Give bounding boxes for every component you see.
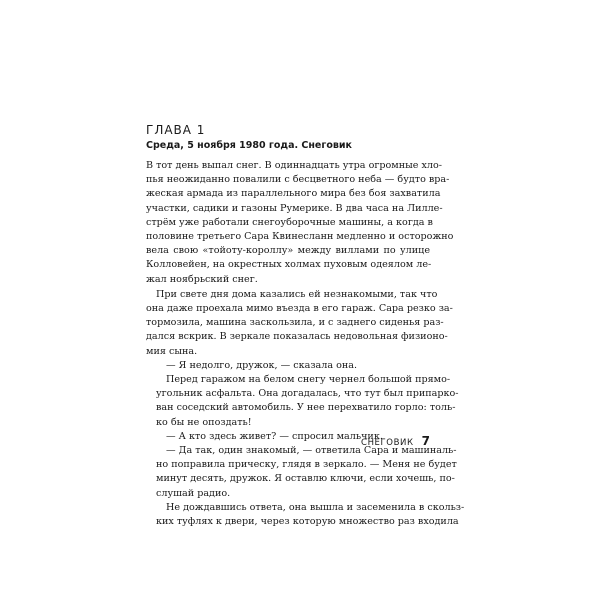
running-title: СНЕГОВИК: [361, 438, 414, 448]
text-line: стрём уже работали снегоуборочные машины, а когда в: [146, 216, 433, 228]
body-text: [146, 159, 465, 529]
paragraph: [146, 373, 459, 430]
text-line: В тот день выпал снег. В одиннадцать утра огромные хло-: [146, 160, 443, 171]
text-line: Колловейен, на окрестных холмах пуховым одеялом ле-: [146, 259, 432, 271]
text-line: слушай радио.: [156, 487, 231, 499]
text-block: [146, 123, 465, 529]
text-line: жеская армада из параллельного мира без боя захватила: [146, 188, 441, 200]
paragraph: [146, 159, 454, 287]
paragraph: [146, 501, 465, 529]
text-line: но поправила прическу, глядя в зеркало. — Меня не будет: [156, 459, 457, 471]
text-line: пья неожиданно повалили с бесцветного неба — будто вра-: [146, 174, 450, 186]
text-line: половине третьего Сара Квинесланн медленно и осторожно: [146, 231, 454, 243]
paragraph: [146, 444, 457, 501]
paragraph: [146, 288, 453, 359]
paragraph: [146, 359, 430, 373]
text-line: дался вскрик. В зеркале показалась недовольная физионо-: [146, 331, 448, 343]
chapter-label: ГЛАВА 1: [146, 123, 206, 137]
chapter-subtitle: Среда, 5 ноября 1980 года. Снеговик: [146, 140, 352, 151]
text-line: она даже проехала мимо въезда в его гараж. Сара резко за-: [146, 303, 453, 315]
text-line: вела свою «тойоту-короллу» между виллами по улице: [146, 245, 430, 257]
page-footer: [361, 434, 430, 448]
text-line: минут десять, дружок. Я оставлю ключи, если хочешь, по-: [156, 473, 455, 485]
text-line: жал ноябрьский снег.: [146, 273, 258, 285]
text-line: ван соседский автомобиль. У нее перехватило горло: толь-: [156, 402, 456, 414]
text-line: угольник асфальта. Она догадалась, что тут был припарко-: [156, 388, 459, 400]
text-line: Не дождавшись ответа, она вышла и засеменила в скольз-: [166, 501, 465, 513]
text-line: тормозила, машина заскользила, и с заднего сиденья раз-: [146, 317, 444, 329]
text-line: — Да так, один знакомый, — ответила Сара и машиналь-: [166, 445, 457, 457]
text-line: — Я недолго, дружок, — сказала она.: [166, 359, 358, 371]
text-line: участки, садики и газоны Румерике. В два часа на Лилле-: [146, 202, 443, 214]
page-number: 7: [421, 434, 430, 448]
text-line: Перед гаражом на белом снегу чернел большой прямо-: [166, 374, 451, 386]
text-line: ко бы не опоздать!: [156, 416, 252, 428]
text-line: — А кто здесь живет? — спросил мальчик.: [166, 430, 383, 442]
text-line: ких туфлях к двери, через которую множество раз входила: [156, 516, 459, 528]
text-line: мия сына.: [146, 345, 198, 357]
text-line: При свете дня дома казались ей незнакомыми, так что: [156, 288, 438, 300]
